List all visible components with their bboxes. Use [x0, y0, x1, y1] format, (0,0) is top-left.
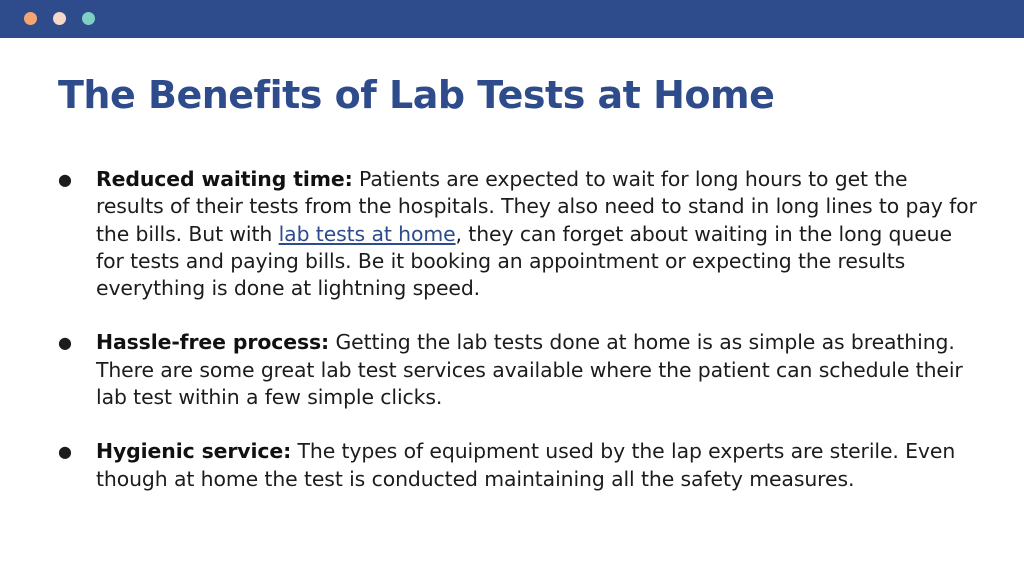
item-heading: Reduced waiting time: — [96, 167, 353, 191]
list-item-hygienic-service — [58, 438, 978, 493]
item-text: Patients are expected to wait for long hours to get the results of their tests from the hospitals. They also need to stand in long lines to pay for the bills. But with — [96, 167, 977, 246]
bullet-icon: ● — [58, 442, 72, 462]
item-text: , they can forget about waiting in the long queue for tests and paying bills. Be it booking an appointment or expecting the results everything is done at lightning speed. — [96, 221, 952, 301]
bullet-icon: ● — [58, 333, 72, 353]
item-heading: Hygienic service: — [96, 439, 292, 464]
peach-dot-icon — [53, 12, 66, 25]
teal-dot-icon — [82, 12, 95, 25]
list-item-reduced-waiting-time — [58, 166, 978, 302]
benefits-list — [58, 166, 978, 520]
orange-dot-icon — [24, 12, 37, 25]
slide-title: The Benefits of Lab Tests at Home — [58, 73, 775, 117]
item-heading: Hassle-free process: — [96, 330, 330, 355]
item-text: Getting the lab tests done at home is as simple as breathing. There are some great lab test services available where the patient can schedule their lab test within a few simple clicks. — [96, 330, 963, 410]
list-item-hassle-free-process — [58, 329, 978, 411]
header-bar — [0, 0, 1024, 38]
item-text: The types of equipment used by the lap experts are sterile. Even though at home the test is conducted maintaining all the safety measures. — [96, 439, 956, 491]
bullet-icon: ● — [58, 170, 72, 189]
lab-tests-at-home-link[interactable]: lab tests at home — [278, 221, 456, 246]
